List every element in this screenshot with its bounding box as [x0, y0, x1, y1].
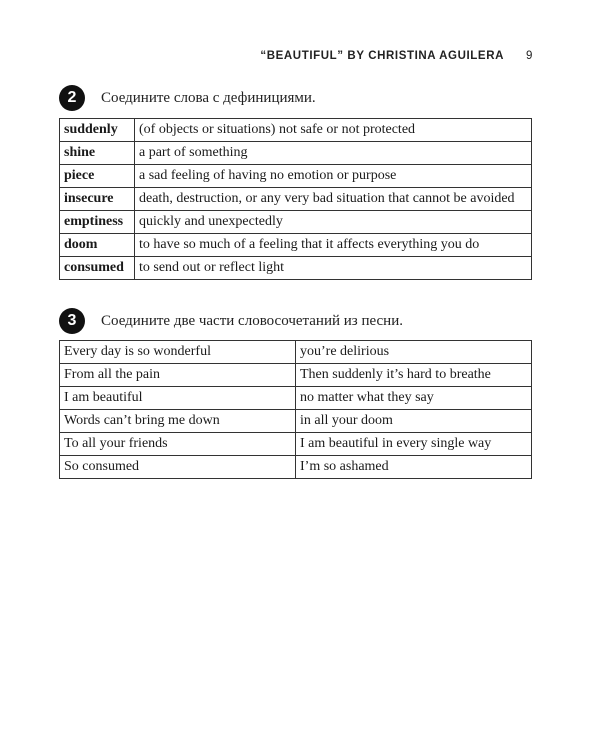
term-cell: piece	[60, 165, 135, 188]
table-row	[60, 433, 532, 456]
definition-cell: a sad feeling of having no emotion or purpose	[135, 165, 532, 188]
phrase-start-cell: From all the pain	[60, 364, 296, 387]
phrase-matching-table	[59, 340, 532, 479]
term-cell: consumed	[60, 257, 135, 280]
phrase-end-cell: you’re delirious	[296, 341, 532, 364]
book-title: “BEAUTIFUL” BY CHRISTINA AGUILERA	[260, 50, 504, 62]
term-cell: emptiness	[60, 211, 135, 234]
phrase-start-cell: Words can’t bring me down	[60, 410, 296, 433]
phrase-end-cell: I’m so ashamed	[296, 456, 532, 479]
phrase-start-cell: I am beautiful	[60, 387, 296, 410]
definition-cell: a part of something	[135, 142, 532, 165]
phrase-end-cell: Then suddenly it’s hard to breathe	[296, 364, 532, 387]
exercise-3-header	[59, 308, 403, 334]
table-row	[60, 257, 532, 280]
table-row	[60, 188, 532, 211]
exercise-2-number-badge: 2	[59, 85, 85, 111]
phrase-start-cell: So consumed	[60, 456, 296, 479]
table-row	[60, 387, 532, 410]
table-row	[60, 119, 532, 142]
table-row	[60, 456, 532, 479]
running-head	[0, 50, 533, 62]
phrase-start-cell: Every day is so wonderful	[60, 341, 296, 364]
table-row	[60, 234, 532, 257]
term-cell: shine	[60, 142, 135, 165]
exercise-2-header	[59, 85, 316, 111]
exercise-3-instruction: Соедините две части словосочетаний из песни.	[101, 312, 403, 329]
table-row	[60, 142, 532, 165]
definition-cell: death, destruction, or any very bad situation that cannot be avoided	[135, 188, 532, 211]
table-row	[60, 341, 532, 364]
phrase-end-cell: no matter what they say	[296, 387, 532, 410]
phrase-start-cell: To all your friends	[60, 433, 296, 456]
table-row	[60, 211, 532, 234]
definition-cell: (of objects or situations) not safe or not protected	[135, 119, 532, 142]
term-cell: doom	[60, 234, 135, 257]
page-number: 9	[526, 50, 533, 62]
phrase-end-cell: I am beautiful in every single way	[296, 433, 532, 456]
exercise-3-number-badge: 3	[59, 308, 85, 334]
term-cell: insecure	[60, 188, 135, 211]
table-row	[60, 165, 532, 188]
exercise-2-instruction: Соедините слова с дефинициями.	[101, 89, 316, 106]
definition-cell: to send out or reflect light	[135, 257, 532, 280]
word-definition-table	[59, 118, 532, 280]
term-cell: suddenly	[60, 119, 135, 142]
table-row	[60, 364, 532, 387]
definition-cell: to have so much of a feeling that it affects everything you do	[135, 234, 532, 257]
definition-cell: quickly and unexpectedly	[135, 211, 532, 234]
table-row	[60, 410, 532, 433]
phrase-end-cell: in all your doom	[296, 410, 532, 433]
